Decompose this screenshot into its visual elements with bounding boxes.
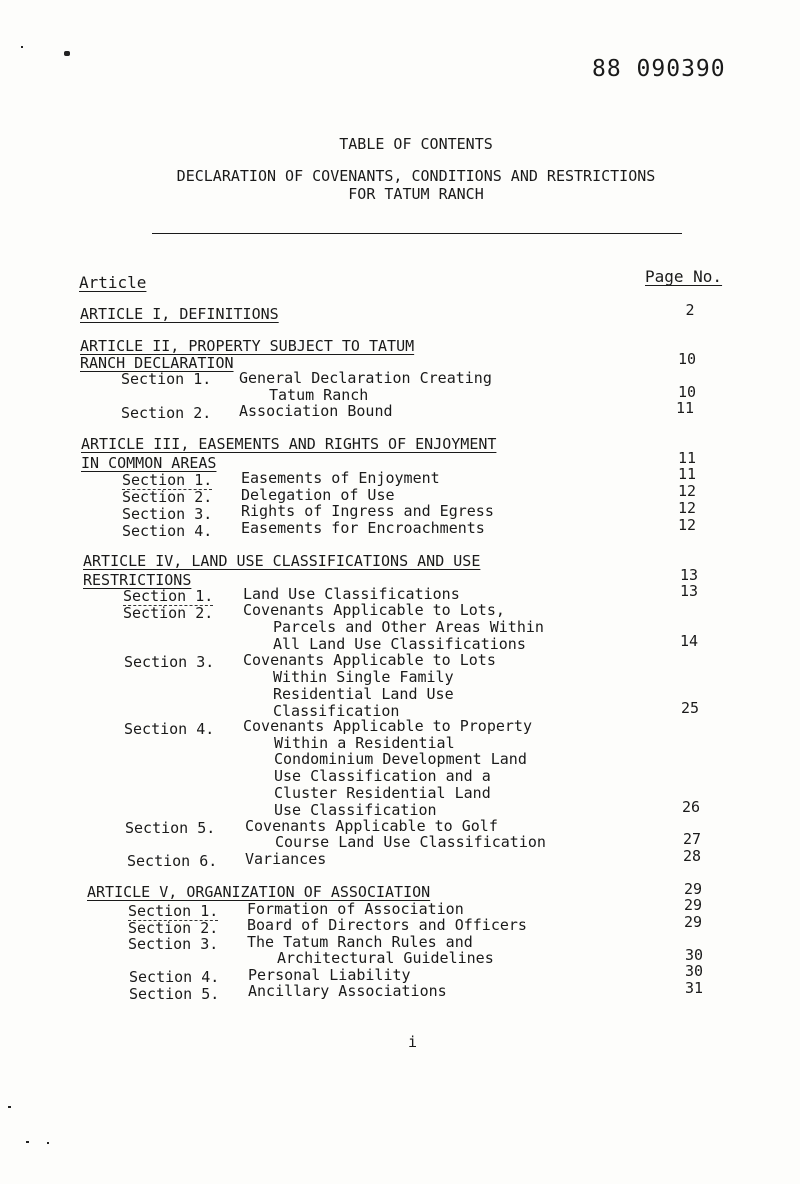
article-4-section-4-page: 26 [681, 798, 701, 816]
article-2-section-1-title-line2: Tatum Ranch [269, 386, 369, 404]
article-4-section-6-number: Section 6. [127, 852, 218, 870]
article-4-section-2-title-line3: All Land Use Classifications [273, 635, 526, 653]
article-4-section-3-number: Section 3. [124, 653, 215, 671]
article-3-section-4-number: Section 4. [122, 522, 213, 540]
document-subtitle-line2: FOR TATUM RANCH [348, 185, 484, 203]
article-5-section-1-page: 29 [683, 896, 703, 914]
article-5-page: 29 [683, 880, 703, 898]
article-4-section-3-title-line3: Residential Land Use [273, 685, 454, 703]
article-4-section-3-page: 25 [680, 699, 700, 717]
article-4-section-4-title-line2: Within a Residential [274, 734, 455, 752]
document-subtitle-line1: DECLARATION OF COVENANTS, CONDITIONS AND RESTRICTIONS [176, 167, 656, 185]
article-5-section-4-title: Personal Liability [248, 966, 411, 984]
article-3-section-2-title: Delegation of Use [241, 486, 395, 504]
article-4-title-line1: ARTICLE IV, LAND USE CLASSIFICATIONS AND USE [83, 552, 481, 570]
scan-speck [8, 1106, 11, 1108]
article-2-section-1-title-line1: General Declaration Creating [239, 369, 492, 387]
article-4-section-4-title-line1: Covenants Applicable to Property [243, 717, 532, 735]
article-4-section-1-page: 13 [679, 582, 699, 600]
article-4-section-2-title-line1: Covenants Applicable to Lots, [243, 601, 505, 619]
article-5-section-2-title: Board of Directors and Officers [247, 916, 527, 934]
article-4-section-1-number: Section 1. [123, 587, 214, 605]
article-4-section-4-title-line3: Condominium Development Land [274, 750, 527, 768]
scan-speck [64, 51, 70, 56]
article-3-section-3-title: Rights of Ingress and Egress [241, 502, 494, 520]
article-1-page: 2 [685, 301, 695, 319]
article-4-section-4-title-line6: Use Classification [274, 801, 437, 819]
article-5-section-3-title-line2: Architectural Guidelines [277, 949, 494, 967]
title-divider [152, 233, 682, 234]
article-4-section-4-number: Section 4. [124, 720, 215, 738]
article-2-page: 10 [677, 350, 697, 368]
article-5-section-3-title-line1: The Tatum Ranch Rules and [247, 933, 473, 951]
article-3-section-2-page: 12 [677, 482, 697, 500]
article-4-section-5-page: 27 [682, 830, 702, 848]
article-2-title-line2: RANCH DECLARATION [80, 354, 234, 372]
article-4-section-1-title: Land Use Classifications [243, 585, 460, 603]
article-4-section-2-title-line2: Parcels and Other Areas Within [273, 618, 544, 636]
article-5-section-5-page: 31 [684, 979, 704, 997]
page-title: TABLE OF CONTENTS [339, 135, 493, 153]
article-3-section-4-page: 12 [677, 516, 697, 534]
article-3-title-line1: ARTICLE III, EASEMENTS AND RIGHTS OF ENJOYMENT [81, 435, 497, 453]
article-4-section-2-number: Section 2. [123, 604, 214, 622]
article-4-section-5-number: Section 5. [125, 819, 216, 837]
document-number: 88 090390 [592, 56, 726, 82]
article-4-page: 13 [679, 566, 699, 584]
article-3-section-3-number: Section 3. [122, 505, 213, 523]
article-3-section-1-number: Section 1. [122, 471, 213, 489]
article-4-section-5-title-line2: Course Land Use Classification [275, 833, 546, 851]
scan-speck [26, 1141, 29, 1143]
scan-speck [47, 1142, 49, 1144]
article-3-section-2-number: Section 2. [122, 488, 213, 506]
scan-speck [21, 46, 23, 48]
article-3-section-3-page: 12 [677, 499, 697, 517]
article-1-title: ARTICLE I, DEFINITIONS [80, 305, 279, 323]
article-2-section-2-number: Section 2. [121, 404, 212, 422]
article-3-section-4-title: Easements for Encroachments [241, 519, 485, 537]
article-5-section-4-number: Section 4. [129, 968, 220, 986]
article-2-title-line1: ARTICLE II, PROPERTY SUBJECT TO TATUM [80, 337, 415, 355]
article-4-section-6-page: 28 [682, 847, 702, 865]
column-header-page: Page No. [645, 267, 723, 286]
article-5-section-5-title: Ancillary Associations [248, 982, 447, 1000]
article-4-section-3-title-line4: Classification [273, 702, 400, 720]
article-2-section-2-title: Association Bound [239, 402, 393, 420]
article-3-section-1-title: Easements of Enjoyment [241, 469, 440, 487]
article-2-section-2-page: 11 [675, 399, 695, 417]
article-4-section-3-title-line1: Covenants Applicable to Lots [243, 651, 496, 669]
article-5-section-3-number: Section 3. [128, 935, 219, 953]
article-3-page: 11 [677, 449, 697, 467]
article-2-section-1-number: Section 1. [121, 370, 212, 388]
article-4-section-3-title-line2: Within Single Family [273, 668, 454, 686]
article-5-section-2-number: Section 2. [128, 919, 219, 937]
article-5-section-4-page: 30 [684, 962, 704, 980]
article-4-section-2-page: 14 [679, 632, 699, 650]
article-5-section-5-number: Section 5. [129, 985, 220, 1003]
article-5-section-1-title: Formation of Association [247, 900, 464, 918]
article-5-section-3-page: 30 [684, 946, 704, 964]
article-4-section-6-title: Variances [245, 850, 327, 868]
article-4-section-4-title-line5: Cluster Residential Land [274, 784, 491, 802]
article-3-title-line2: IN COMMON AREAS [81, 454, 217, 472]
article-4-section-5-title-line1: Covenants Applicable to Golf [245, 817, 498, 835]
article-5-title: ARTICLE V, ORGANIZATION OF ASSOCIATION [87, 883, 431, 901]
article-4-section-4-title-line4: Use Classification and a [274, 767, 491, 785]
page-number: i [408, 1033, 418, 1051]
article-5-section-2-page: 29 [683, 913, 703, 931]
article-4-title-line2: RESTRICTIONS [83, 571, 192, 589]
article-5-section-1-number: Section 1. [128, 902, 219, 920]
column-header-article: Article [79, 273, 147, 292]
article-3-section-1-page: 11 [677, 465, 697, 483]
article-2-section-1-page: 10 [677, 383, 697, 401]
